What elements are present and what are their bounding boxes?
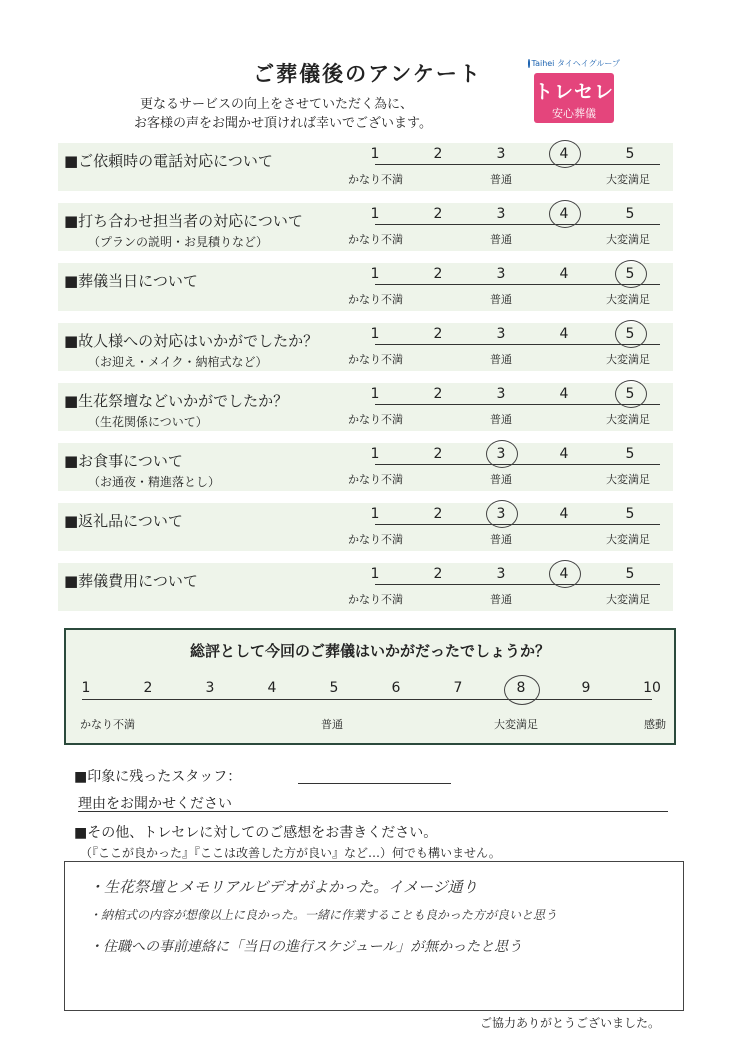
scale-anchor-mid: 普通 — [490, 353, 512, 366]
overall-number[interactable]: 5 — [329, 680, 339, 696]
scale-number[interactable]: 5 — [625, 386, 635, 402]
scale-number[interactable]: 1 — [370, 386, 380, 402]
scale-number[interactable]: 5 — [625, 206, 635, 222]
scale-number[interactable]: 1 — [370, 326, 380, 342]
scale-number[interactable]: 2 — [433, 566, 443, 582]
scale-anchor-low: かなり不満 — [348, 353, 403, 366]
scale-anchor-mid: 普通 — [490, 233, 512, 246]
overall-number[interactable]: 10 — [643, 680, 661, 696]
question-sublabel: （生花関係について） — [88, 415, 208, 429]
scale-number[interactable]: 2 — [433, 506, 443, 522]
scale-number[interactable]: 3 — [496, 506, 506, 522]
overall-anchor: 普通 — [321, 718, 343, 731]
group-name: Taihei タイヘイグループ — [531, 59, 620, 68]
overall-number[interactable]: 2 — [143, 680, 153, 696]
scale-number[interactable]: 5 — [625, 266, 635, 282]
question-label: ■ご依頼時の電話対応について — [64, 152, 273, 170]
scale-line — [375, 344, 660, 345]
scale-number[interactable]: 3 — [496, 566, 506, 582]
overall-title: 総評として今回のご葬儀はいかがだったでしょうか？ — [189, 642, 550, 660]
staff-label: ■印象に残ったスタッフ： — [74, 769, 242, 785]
scale-number[interactable]: 3 — [496, 446, 506, 462]
scale-anchor-high: 大変満足 — [606, 353, 650, 366]
question-label: ■故人様への対応はいかがでしたか？ — [64, 332, 319, 350]
question-sublabel: （お迎え・メイク・納棺式など） — [88, 355, 268, 369]
reason-input-line[interactable] — [78, 811, 668, 812]
comments-label: ■その他、トレセレに対してのご感想をお書きください。 — [74, 825, 438, 841]
question-row — [58, 263, 673, 311]
scale-number[interactable]: 3 — [496, 386, 506, 402]
scale-number[interactable]: 4 — [559, 146, 569, 162]
question-sublabel: （プランの説明・お見積りなど） — [88, 235, 269, 249]
overall-anchor: 感動 — [644, 718, 666, 731]
overall-anchor: 大変満足 — [494, 718, 538, 731]
selected-circle-mark — [615, 260, 647, 288]
comments-instruction: （『ここが良かった』『ここは改善した方が良い』など…）何でも構いません。 — [80, 846, 501, 860]
scale-anchor-mid: 普通 — [490, 533, 512, 546]
scale-line — [375, 284, 660, 285]
scale-number[interactable]: 2 — [433, 326, 443, 342]
scale-anchor-mid: 普通 — [490, 413, 512, 426]
intro-line: 更なるサービスの向上をさせていただく為に、 — [140, 97, 414, 112]
scale-number[interactable]: 1 — [370, 146, 380, 162]
overall-number[interactable]: 3 — [205, 680, 215, 696]
scale-line — [375, 164, 660, 165]
scale-number[interactable]: 1 — [370, 566, 380, 582]
brand-tagline: 安心葬儀 — [552, 107, 596, 120]
scale-number[interactable]: 2 — [433, 266, 443, 282]
scale-number[interactable]: 3 — [496, 326, 506, 342]
scale-number[interactable]: 5 — [625, 446, 635, 462]
question-row — [58, 143, 673, 191]
overall-number[interactable]: 8 — [516, 680, 526, 696]
overall-selected-circle-mark — [504, 675, 540, 705]
question-row — [58, 203, 673, 251]
reason-label: 理由をお聞かせください — [78, 796, 232, 812]
scale-number[interactable]: 4 — [559, 446, 569, 462]
scale-number[interactable]: 5 — [625, 566, 635, 582]
scale-number[interactable]: 2 — [433, 146, 443, 162]
scale-number[interactable]: 4 — [559, 266, 569, 282]
scale-anchor-mid: 普通 — [490, 293, 512, 306]
scale-number[interactable]: 3 — [496, 146, 506, 162]
taihei-mark-icon — [528, 59, 530, 68]
scale-number[interactable]: 4 — [559, 386, 569, 402]
scale-anchor-low: かなり不満 — [348, 533, 403, 546]
scale-number[interactable]: 4 — [559, 566, 569, 582]
intro-line: お客様の声をお聞かせ頂ければ幸いでございます。 — [134, 116, 432, 131]
scale-anchor-high: 大変満足 — [606, 473, 650, 486]
scale-line — [375, 584, 660, 585]
brand-name: トレセレ — [534, 81, 615, 103]
selected-circle-mark — [615, 320, 647, 348]
scale-line — [375, 404, 660, 405]
selected-circle-mark — [549, 560, 581, 588]
question-label: ■生花祭壇などいかがでしたか？ — [64, 392, 289, 410]
thanks-text: ご協力ありがとうございました。 — [480, 1016, 661, 1030]
scale-anchor-mid: 普通 — [490, 593, 512, 606]
scale-anchor-high: 大変満足 — [606, 593, 650, 606]
selected-circle-mark — [486, 440, 518, 468]
scale-anchor-high: 大変満足 — [606, 233, 650, 246]
scale-anchor-low: かなり不満 — [348, 293, 403, 306]
question-row — [58, 323, 673, 371]
scale-number[interactable]: 4 — [559, 326, 569, 342]
question-row — [58, 503, 673, 551]
scale-anchor-low: かなり不満 — [348, 233, 403, 246]
selected-circle-mark — [615, 380, 647, 408]
group-logo — [528, 58, 620, 69]
brand-logo — [528, 58, 620, 123]
question-row — [58, 383, 673, 431]
scale-number[interactable]: 1 — [370, 206, 380, 222]
selected-circle-mark — [549, 200, 581, 228]
brand-badge — [534, 73, 614, 123]
intro-text — [134, 95, 432, 133]
scale-number[interactable]: 2 — [433, 206, 443, 222]
scale-number[interactable]: 2 — [433, 446, 443, 462]
scale-number[interactable]: 3 — [496, 266, 506, 282]
selected-circle-mark — [549, 140, 581, 168]
scale-number[interactable]: 1 — [370, 266, 380, 282]
overall-rating-box — [64, 628, 676, 745]
scale-anchor-low: かなり不満 — [348, 473, 403, 486]
scale-anchor-low: かなり不満 — [348, 593, 403, 606]
overall-number[interactable]: 4 — [267, 680, 277, 696]
scale-number[interactable]: 1 — [370, 506, 380, 522]
question-label: ■打ち合わせ担当者の対応について — [64, 212, 303, 230]
scale-anchor-mid: 普通 — [490, 473, 512, 486]
scale-number[interactable]: 2 — [433, 386, 443, 402]
question-label: ■お食事について — [64, 452, 183, 470]
overall-scale-line — [82, 699, 652, 700]
overall-number[interactable]: 1 — [81, 680, 91, 696]
scale-number[interactable]: 5 — [625, 506, 635, 522]
question-label: ■返礼品について — [64, 512, 183, 530]
scale-number[interactable]: 4 — [559, 206, 569, 222]
page-title: ご葬儀後のアンケート — [253, 62, 482, 86]
comment-line: ・生花祭壇とメモリアルビデオがよかった。イメージ通り — [89, 878, 478, 896]
overall-number[interactable]: 7 — [453, 680, 463, 696]
scale-number[interactable]: 5 — [625, 146, 635, 162]
scale-anchor-high: 大変満足 — [606, 173, 650, 186]
scale-anchor-low: かなり不満 — [348, 173, 403, 186]
scale-anchor-high: 大変満足 — [606, 413, 650, 426]
question-sublabel: （お通夜・精進落とし） — [88, 475, 221, 489]
comment-box[interactable] — [64, 861, 684, 1011]
question-row — [58, 443, 673, 491]
selected-circle-mark — [486, 500, 518, 528]
comment-line: ・納棺式の内容が想像以上に良かった。一緒に作業することも良かった方が良いと思う — [89, 908, 558, 922]
overall-number[interactable]: 6 — [391, 680, 401, 696]
scale-line — [375, 464, 660, 465]
scale-line — [375, 524, 660, 525]
question-row — [58, 563, 673, 611]
scale-number[interactable]: 5 — [625, 326, 635, 342]
comment-line: ・住職への事前連絡に「当日の進行スケジュール」が無かったと思う — [89, 939, 523, 955]
staff-input-line[interactable] — [298, 783, 451, 784]
scale-anchor-low: かなり不満 — [348, 413, 403, 426]
scale-number[interactable]: 4 — [559, 506, 569, 522]
scale-line — [375, 224, 660, 225]
question-label: ■葬儀費用について — [64, 572, 198, 590]
overall-anchor: かなり不満 — [80, 718, 135, 731]
scale-anchor-high: 大変満足 — [606, 293, 650, 306]
scale-anchor-high: 大変満足 — [606, 533, 650, 546]
scale-anchor-mid: 普通 — [490, 173, 512, 186]
scale-number[interactable]: 3 — [496, 206, 506, 222]
question-label: ■葬儀当日について — [64, 272, 198, 290]
overall-number[interactable]: 9 — [581, 680, 591, 696]
scale-number[interactable]: 1 — [370, 446, 380, 462]
